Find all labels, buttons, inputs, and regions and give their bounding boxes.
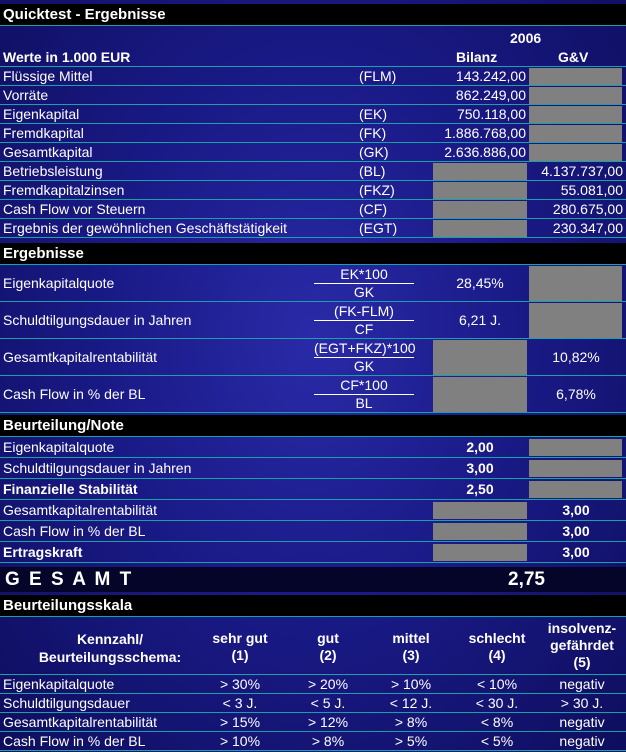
- bilanz-value: 1.886.768,00: [444, 125, 526, 141]
- scale-row-label: Cash Flow in % der BL: [3, 733, 146, 749]
- formula: [312, 377, 416, 412]
- guv-value: 4.137.737,00: [541, 163, 623, 179]
- result-label: Eigenkapitalquote: [3, 275, 115, 291]
- table-row: [0, 67, 626, 86]
- formula-numerator: (EGT+FKZ)*100: [314, 340, 416, 356]
- table-row: [0, 219, 626, 238]
- row-abbr: (FK): [359, 125, 387, 141]
- row-label: Fremdkapitalzinsen: [3, 182, 125, 198]
- result-label: Gesamtkapitalrentabilität: [3, 349, 158, 365]
- row-label: Eigenkapital: [3, 106, 80, 122]
- guv-value: 10,82%: [552, 349, 600, 365]
- table-row: [0, 181, 626, 200]
- grade-label: Ertragskraft: [3, 544, 83, 560]
- empty-cell: [433, 340, 527, 375]
- grade-row: [0, 479, 626, 500]
- result-row: [0, 265, 626, 302]
- empty-cell: [529, 460, 622, 477]
- empty-cell: [433, 201, 527, 218]
- empty-cell: [529, 481, 622, 498]
- guv-value: 230.347,00: [552, 220, 623, 236]
- divider: [0, 412, 626, 413]
- table-row: [0, 105, 626, 124]
- table-row: [0, 124, 626, 143]
- header-line: (3): [402, 647, 420, 663]
- formula-denominator: CF: [354, 321, 374, 337]
- empty-cell: [529, 439, 622, 456]
- guv-value: 280.675,00: [552, 201, 623, 217]
- header-line: (4): [488, 647, 506, 663]
- section-header: [0, 415, 626, 436]
- scale-value: > 10%: [219, 733, 261, 749]
- grade-label: Schuldtilgungsdauer in Jahren: [3, 460, 192, 476]
- scale-value: > 8%: [394, 714, 428, 730]
- empty-cell: [529, 266, 622, 301]
- empty-cell: [433, 502, 527, 519]
- bilanz-grade: 3,00: [466, 460, 494, 476]
- scale-value: > 8%: [311, 733, 345, 749]
- bilanz-value: 143.242,00: [455, 68, 526, 84]
- row-label: Ergebnis der gewöhnlichen Geschäftstätigkeit: [3, 220, 288, 236]
- empty-cell: [433, 163, 527, 180]
- scale-col-header: [452, 630, 542, 664]
- scale-value: > 30 J.: [560, 695, 604, 711]
- bilanz-value: 750.118,00: [456, 106, 526, 122]
- guv-grade: 3,00: [562, 502, 590, 518]
- grade-label: Cash Flow in % der BL: [3, 523, 146, 539]
- result-row: [0, 376, 626, 413]
- scale-value: < 12 J.: [389, 695, 433, 711]
- gesamt-row: [0, 567, 626, 592]
- empty-cell: [433, 377, 527, 412]
- bilanz-value: 2.636.886,00: [444, 144, 526, 160]
- table-row: [0, 143, 626, 162]
- scale-value: > 20%: [307, 676, 349, 692]
- scale-value: negativ: [559, 714, 605, 730]
- formula-denominator: BL: [355, 395, 373, 411]
- scale-value: > 5%: [394, 733, 428, 749]
- header-line: Kennzahl/: [76, 631, 144, 647]
- scale-value: > 12%: [307, 714, 349, 730]
- grade-row: [0, 521, 626, 542]
- grade-row: [0, 437, 626, 458]
- scale-row-label: Gesamtkapitalrentabilität: [3, 714, 158, 730]
- scale-row: [0, 675, 626, 694]
- scale-value: negativ: [559, 733, 605, 749]
- divider: [0, 562, 626, 563]
- section-title: Beurteilung/Note: [3, 417, 124, 434]
- grade-label: Gesamtkapitalrentabilität: [3, 502, 158, 518]
- header-line: (5): [573, 654, 591, 670]
- row-abbr: (BL): [359, 163, 386, 179]
- empty-cell: [529, 144, 622, 161]
- result-row: [0, 339, 626, 376]
- scale-col-header: [366, 630, 456, 664]
- row-abbr: (FKZ): [359, 182, 395, 198]
- grade-row: [0, 542, 626, 563]
- header-line: gefährdet: [550, 637, 614, 653]
- bilanz-grade: 2,50: [466, 481, 494, 497]
- row-label: Flüssige Mittel: [3, 68, 93, 84]
- table-row: [0, 162, 626, 181]
- row-abbr: (EGT): [359, 220, 398, 236]
- formula-numerator: (FK-FLM): [314, 303, 414, 321]
- divider: [0, 25, 626, 26]
- row-label: Gesamtkapital: [3, 144, 93, 160]
- formula: [312, 303, 416, 338]
- col-bilanz-header: Bilanz: [456, 49, 498, 65]
- header-line: schlecht: [468, 630, 526, 646]
- empty-cell: [433, 523, 527, 540]
- empty-cell: [529, 303, 622, 338]
- scale-col-header: [195, 630, 285, 664]
- result-label: Schuldtilgungsdauer in Jahren: [3, 312, 192, 328]
- row-label: Cash Flow vor Steuern: [3, 201, 146, 217]
- formula-denominator: GK: [353, 358, 375, 374]
- result-label: Cash Flow in % der BL: [3, 386, 146, 402]
- row-label: Fremdkapital: [3, 125, 84, 141]
- scale-value: > 15%: [219, 714, 261, 730]
- guv-grade: 3,00: [562, 523, 590, 539]
- row-abbr: (FLM): [359, 68, 397, 84]
- row-label: Betriebsleistung: [3, 163, 103, 179]
- formula: [312, 266, 416, 301]
- bilanz-value: 28,45%: [456, 275, 504, 291]
- empty-cell: [433, 182, 527, 199]
- scale-value: > 30%: [219, 676, 261, 692]
- header-line: sehr gut: [212, 630, 268, 646]
- empty-cell: [529, 125, 622, 142]
- scale-kennzahl-header: [30, 630, 190, 666]
- row-abbr: (EK): [359, 106, 387, 122]
- header-line: gut: [317, 630, 339, 646]
- grade-label: Finanzielle Stabilität: [3, 481, 138, 497]
- row-abbr: (CF): [359, 201, 387, 217]
- units-label: Werte in 1.000 EUR: [3, 49, 131, 65]
- result-row: [0, 302, 626, 339]
- grade-label: Eigenkapitalquote: [3, 439, 115, 455]
- gesamt-value: 2,75: [508, 569, 545, 590]
- scale-value: < 10%: [476, 676, 518, 692]
- header-line: mittel: [392, 630, 430, 646]
- header-line: Beurteilungsschema:: [38, 649, 182, 665]
- scale-row-label: Eigenkapitalquote: [3, 676, 115, 692]
- guv-value: 6,78%: [556, 386, 596, 402]
- header-line: insolvenz-: [547, 620, 617, 636]
- scale-row: [0, 732, 626, 751]
- row-label: Vorräte: [3, 87, 49, 103]
- table-row: [0, 86, 626, 105]
- scale-row-label: Schuldtilgungsdauer: [3, 695, 130, 711]
- row-abbr: (GK): [359, 144, 389, 160]
- scale-value: < 3 J.: [222, 695, 258, 711]
- scale-row: [0, 713, 626, 732]
- gesamt-label: G E S A M T: [5, 569, 134, 590]
- scale-value: < 8%: [480, 714, 514, 730]
- scale-value: > 10%: [390, 676, 432, 692]
- scale-col-header: [537, 620, 626, 671]
- bilanz-grade: 2,00: [466, 439, 494, 455]
- scale-col-header: [283, 630, 373, 664]
- section-title: Ergebnisse: [3, 245, 84, 262]
- header-line: (2): [319, 647, 337, 663]
- scale-value: < 5%: [480, 733, 514, 749]
- empty-cell: [529, 106, 622, 123]
- guv-value: 55.081,00: [560, 182, 623, 198]
- grade-row: [0, 500, 626, 521]
- year-label: 2006: [510, 30, 542, 46]
- formula: [312, 340, 416, 375]
- empty-cell: [433, 220, 527, 237]
- formula-numerator: EK*100: [314, 266, 414, 284]
- page-title: Quicktest - Ergebnisse: [3, 6, 166, 23]
- scale-value: < 30 J.: [475, 695, 519, 711]
- empty-cell: [529, 68, 622, 85]
- bilanz-value: 6,21 J.: [458, 312, 502, 328]
- empty-cell: [433, 544, 527, 561]
- section-header: [0, 595, 626, 616]
- section-title: Beurteilungsskala: [3, 597, 133, 614]
- scale-value: negativ: [559, 676, 605, 692]
- table-row: [0, 200, 626, 219]
- grade-row: [0, 458, 626, 479]
- formula-denominator: GK: [353, 284, 375, 300]
- guv-grade: 3,00: [562, 544, 590, 560]
- scale-row: [0, 694, 626, 713]
- divider: [0, 237, 626, 238]
- empty-cell: [529, 87, 622, 104]
- divider: [0, 750, 626, 751]
- header-line: (1): [231, 647, 249, 663]
- divider: [0, 616, 626, 617]
- title-bar: [0, 4, 626, 25]
- bilanz-value: 862.249,00: [455, 87, 526, 103]
- col-guv-header: G&V: [558, 49, 589, 65]
- formula-numerator: CF*100: [314, 377, 414, 395]
- section-header: [0, 243, 626, 264]
- scale-value: < 5 J.: [310, 695, 346, 711]
